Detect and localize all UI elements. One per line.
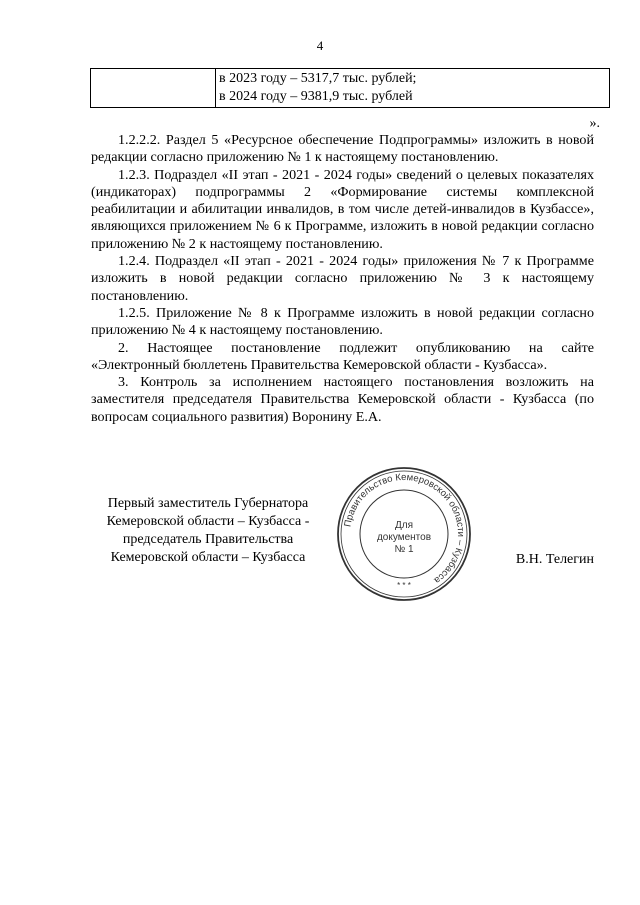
table-row [91, 69, 610, 108]
paragraph-2: 2. Настоящее постановление подлежит опубликованию на сайте «Электронный бюллетень Правительства Кемеровской области - Кузбасса». [91, 339, 594, 373]
table-cell-amounts [216, 69, 610, 108]
seal-center-line: документов [376, 532, 432, 543]
seal-stars: * * * [397, 581, 411, 590]
seal-center-line: Для [394, 520, 414, 531]
page-number: 4 [316, 38, 324, 53]
paragraph-1-2-3: 1.2.3. Подраздел «II этап - 2021 - 2024 годы» сведений о целевых показателях (индикаторах) подпрограммы 2 «Формирование системы комплексной реабилитации и абилитации инвалидов, в том числе детей-инвалидов в Кузбассе», являющихся приложением № 6 к Программе, изложить в новой редакции согласно приложению № 2 к настоящему постановлению. [91, 166, 594, 252]
paragraph-1-2-2-2: 1.2.2.2. Раздел 5 «Ресурсное обеспечение Подпрограммы» изложить в новой редакции согласно приложению № 1 к настоящему постановлению. [91, 132, 594, 166]
amount-2024: в 2024 году – 9381,9 тыс. рублей [219, 89, 413, 104]
budget-table [90, 68, 610, 108]
signatory-title [88, 495, 328, 567]
signatory-title-line: Кемеровской области – Кузбасса [110, 550, 306, 565]
paragraph-1-2-4: 1.2.4. Подраздел «II этап - 2021 - 2024 годы» приложения № 7 к Программе изложить в новой редакции согласно приложению № 3 к настоящему постановлению. [91, 253, 594, 304]
official-seal [336, 466, 472, 602]
seal-ring-textpath: Правительство Кемеровской области – Кузбасса [342, 471, 467, 586]
signatory-name: В.Н. Телегин [515, 552, 594, 567]
amount-2023: в 2023 году – 5317,7 тыс. рублей; [219, 71, 417, 86]
document-body [91, 132, 594, 426]
paragraph-1-2-5: 1.2.5. Приложение № 8 к Программе изложить в новой редакции согласно приложению № 4 к настоящему постановлению. [91, 304, 594, 339]
seal-center-line: № 1 [394, 544, 414, 555]
paragraph-3: 3. Контроль за исполнением настоящего постановления возложить на заместителя председателя Правительства Кемеровской области - Кузбасса (по вопросам социального развития) Воронину Е.А. [91, 374, 594, 425]
closing-quote: ». [589, 116, 600, 131]
table-cell-empty [91, 69, 216, 108]
signatory-title-line: председатель Правительства [122, 532, 294, 547]
signatory-title-line: Кемеровской области – Кузбасса - [106, 514, 310, 529]
signatory-title-line: Первый заместитель Губернатора [107, 496, 309, 511]
